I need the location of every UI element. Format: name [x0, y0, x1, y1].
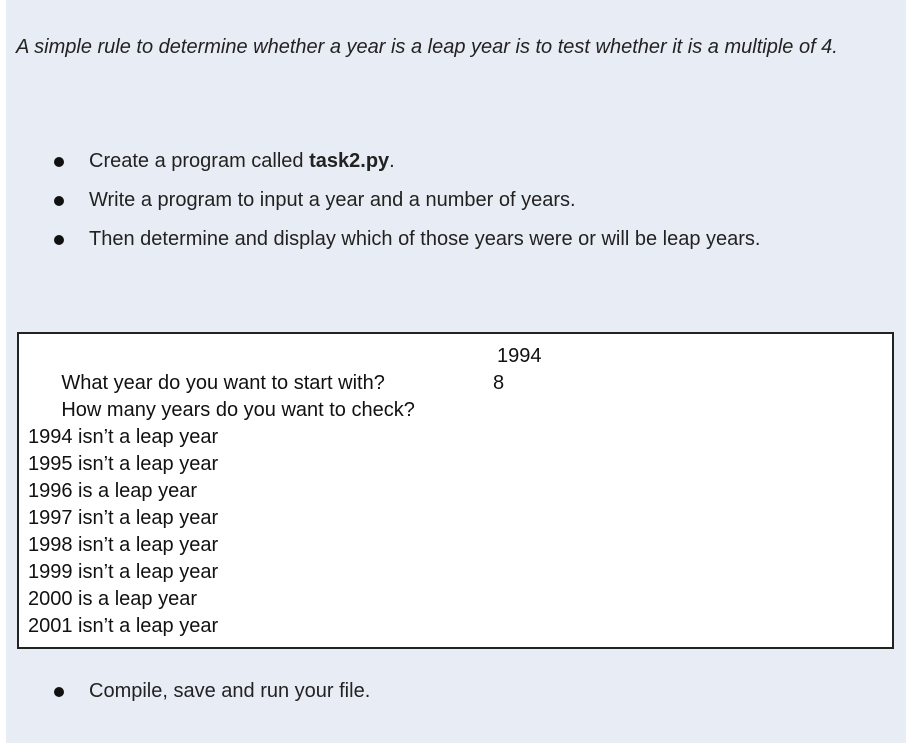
list-item: [6, 672, 849, 711]
instructions-list: [6, 142, 906, 259]
list-item: [6, 220, 849, 259]
output-line: 1996 is a leap year: [28, 480, 198, 502]
filename-text: task2.py: [309, 150, 390, 172]
list-item-text: Compile, save and run your file.: [89, 680, 371, 702]
output-line: 1994 isn’t a leap year: [28, 426, 219, 448]
intro-text: A simple rule to determine whether a year is a leap year is to test whether it is a multiple of 4.: [16, 36, 838, 58]
output-line: 1998 isn’t a leap year: [28, 534, 219, 556]
list-item: [6, 142, 849, 181]
input-value: 8: [493, 372, 505, 394]
bullet-icon: [54, 157, 64, 167]
output-line: 2000 is a leap year: [28, 588, 198, 610]
list-item-text: Create a program called: [89, 150, 310, 172]
prompt-text: How many years do you want to check?: [61, 399, 415, 421]
output-line: 1997 isn’t a leap year: [28, 507, 219, 529]
input-value: 1994: [497, 345, 542, 367]
list-item-text: Then determine and display which of those years were or will be leap years.: [89, 228, 761, 250]
output-line: 2001 isn’t a leap year: [28, 615, 219, 637]
list-item-suffix: .: [389, 150, 395, 172]
bullet-icon: [54, 196, 64, 206]
output-line: 1999 isn’t a leap year: [28, 561, 219, 583]
list-item: [6, 181, 849, 220]
task-panel: [6, 0, 906, 743]
final-instructions-list: [6, 672, 906, 711]
prompt-text: What year do you want to start with?: [61, 372, 385, 394]
list-item-text: Write a program to input a year and a number of years.: [89, 189, 576, 211]
output-line: 1995 isn’t a leap year: [28, 453, 219, 475]
bullet-icon: [54, 687, 64, 697]
bullet-icon: [54, 235, 64, 245]
sample-output-box: [17, 332, 894, 649]
